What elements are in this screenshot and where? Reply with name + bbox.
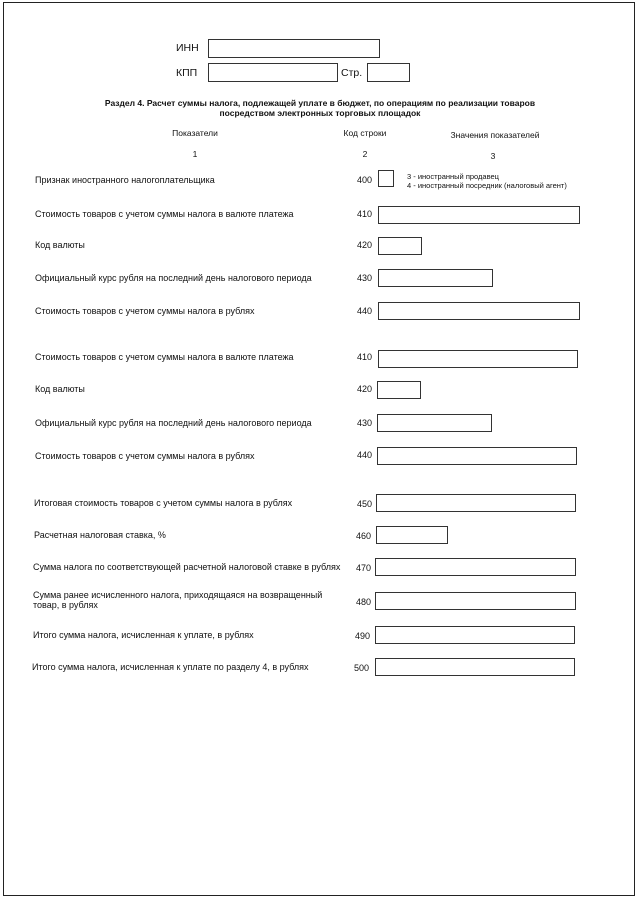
row-label-400: Признак иностранного налогоплательщика — [35, 175, 215, 185]
row-label-410-second: Стоимость товаров с учетом суммы налога в валюте платежа — [35, 352, 294, 362]
kpp-label: КПП — [176, 67, 198, 79]
value-field-500[interactable] — [375, 658, 575, 676]
row-label-480-line2: товар, в рублях — [33, 600, 98, 610]
row-code-410-second: 410 — [356, 352, 372, 362]
row-code-420-second: 420 — [356, 384, 372, 394]
section-title-line2: посредством электронных торговых площадок — [219, 108, 421, 118]
row-label-440-second: Стоимость товаров с учетом суммы налога в рублях — [35, 451, 255, 461]
row-code-460: 460 — [355, 531, 371, 541]
row-code-400: 400 — [356, 175, 372, 185]
row-label-430: Официальный курс рубля на последний день налогового периода — [35, 273, 312, 283]
value-field-490[interactable] — [375, 626, 575, 644]
inn-label: ИНН — [176, 42, 199, 54]
value-field-420[interactable] — [378, 237, 422, 255]
row-code-420: 420 — [356, 240, 372, 250]
page-label: Стр. — [341, 67, 363, 79]
row-code-500: 500 — [353, 663, 369, 673]
row-label-450: Итоговая стоимость товаров с учетом суммы налога в рублях — [34, 498, 293, 508]
column-header-indicators: Показатели — [172, 128, 218, 138]
value-field-450[interactable] — [376, 494, 576, 512]
value-field-480[interactable] — [375, 592, 576, 610]
row-code-480: 480 — [355, 597, 371, 607]
row-label-420-second: Код валюты — [35, 384, 85, 394]
row-code-450: 450 — [356, 499, 372, 509]
row-label-480-line1: Сумма ранее исчисленного налога, приходящаяся на возвращенный — [33, 590, 323, 600]
row-code-490: 490 — [354, 631, 370, 641]
row-label-460: Расчетная налоговая ставка, % — [34, 530, 166, 540]
value-field-440[interactable] — [378, 302, 580, 320]
column-number-3: 3 — [490, 151, 496, 161]
row-label-440: Стоимость товаров с учетом суммы налога в рублях — [35, 306, 255, 316]
column-number-2: 2 — [362, 149, 368, 159]
row-code-440: 440 — [356, 306, 372, 316]
taxpayer-note-3: 3 - иностранный продавец — [407, 172, 499, 181]
section-title-line1: Раздел 4. Расчет суммы налога, подлежащей уплате в бюджет, по операциям по реализации товаров — [104, 98, 536, 108]
value-field-460[interactable] — [376, 526, 448, 544]
taxpayer-type-field[interactable] — [378, 170, 394, 187]
value-field-420-second[interactable] — [377, 381, 421, 399]
row-code-430-second: 430 — [356, 418, 372, 428]
column-header-line-code: Код строки — [343, 128, 387, 138]
row-label-500: Итого сумма налога, исчисленная к уплате по разделу 4, в рублях — [32, 662, 309, 672]
row-label-410: Стоимость товаров с учетом суммы налога в валюте платежа — [35, 209, 294, 219]
page-number-field[interactable] — [367, 63, 410, 82]
value-field-430-second[interactable] — [377, 414, 492, 432]
kpp-field[interactable] — [208, 63, 338, 82]
value-field-440-second[interactable] — [377, 447, 577, 465]
value-field-410[interactable] — [378, 206, 580, 224]
column-number-1: 1 — [192, 149, 198, 159]
value-field-470[interactable] — [375, 558, 576, 576]
row-code-440-second: 440 — [356, 450, 372, 460]
row-label-430-second: Официальный курс рубля на последний день налогового периода — [35, 418, 312, 428]
row-code-410: 410 — [356, 209, 372, 219]
row-label-490: Итого сумма налога, исчисленная к уплате, в рублях — [33, 630, 254, 640]
taxpayer-note-4: 4 - иностранный посредник (налоговый агент) — [407, 181, 567, 190]
row-label-470: Сумма налога по соответствующей расчетной налоговой ставке в рублях — [33, 562, 341, 572]
value-field-430[interactable] — [378, 269, 493, 287]
value-field-410-second[interactable] — [378, 350, 578, 368]
row-code-470: 470 — [355, 563, 371, 573]
column-header-values: Значения показателей — [450, 130, 540, 140]
inn-field[interactable] — [208, 39, 380, 58]
row-label-420: Код валюты — [35, 240, 85, 250]
row-code-430: 430 — [356, 273, 372, 283]
